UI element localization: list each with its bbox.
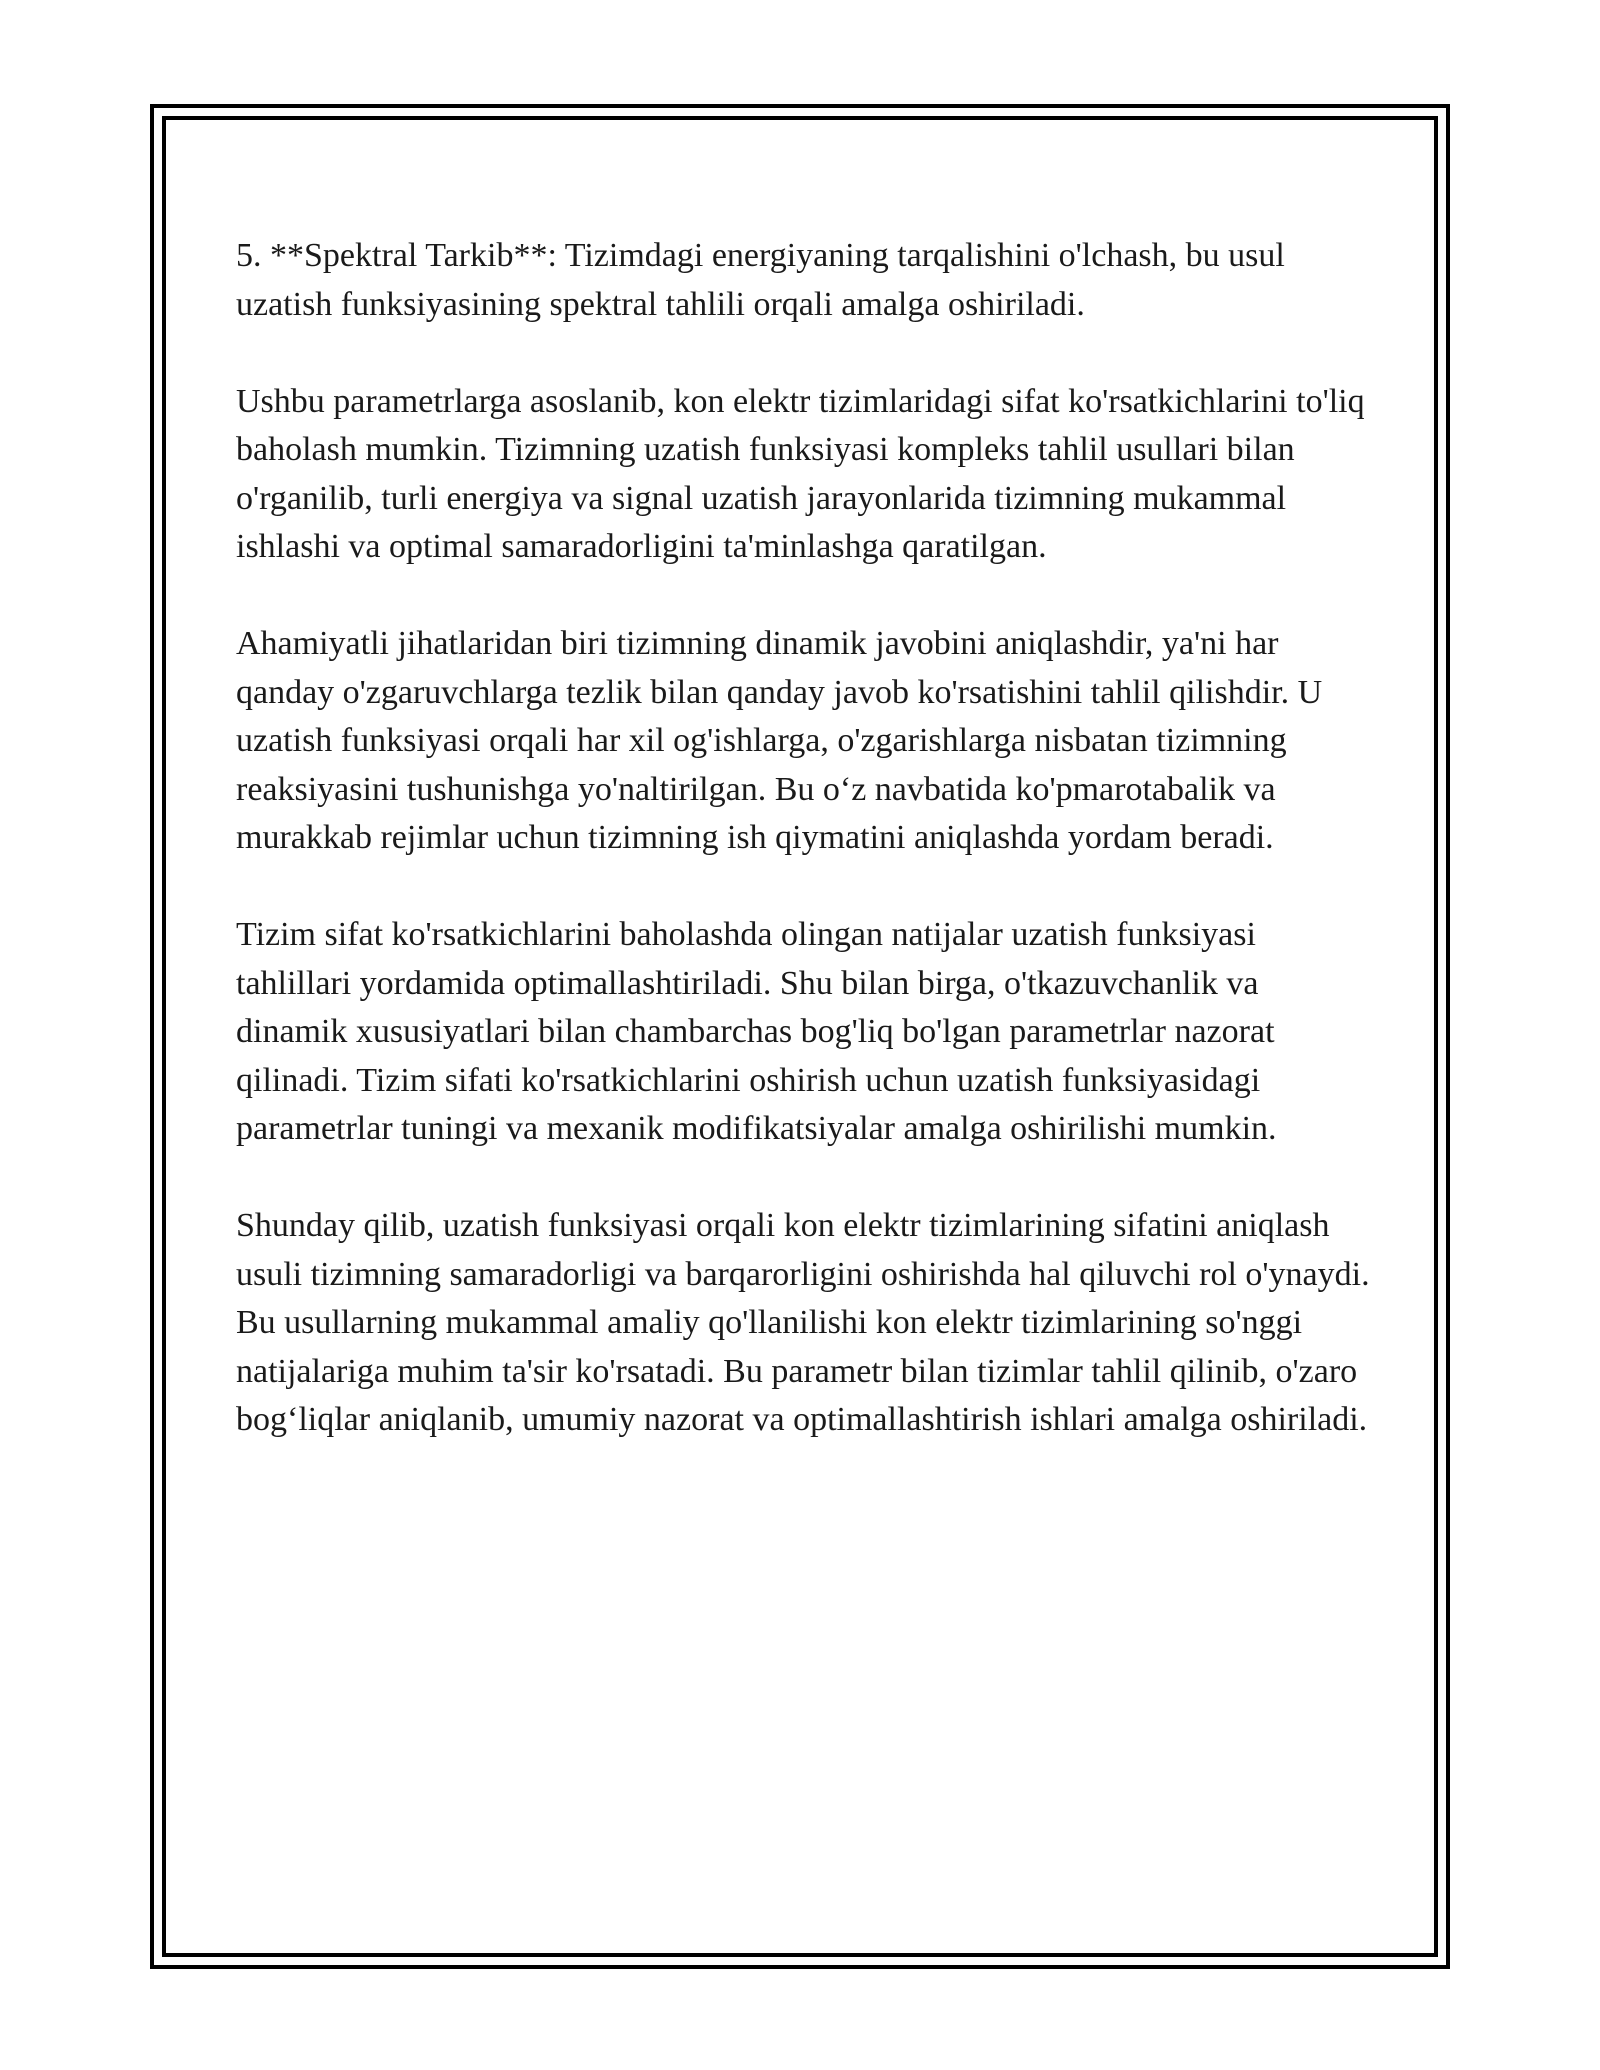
paragraph-spectral-composition: 5. **Spektral Tarkib**: Tizimdagi energiyaning tarqalishini o'lchash, bu usul uzatish funksiyasining spektral tahlili orqali amalga oshiriladi.: [236, 237, 1285, 323]
paragraph-parameters-assessment: Ushbu parametrlarga asoslanib, kon elektr tizimlaridagi sifat ko'rsatkichlarini to'liq baholash mumkin. Tizimning uzatish funksiyasi kompleks tahlil usullari bilan o'rganilib, turli energiya va signal uzatish jarayonlarida tizimning mukammal ishlashi va optimal samaradorligini ta'minlashga qaratilgan.: [236, 382, 1365, 565]
paragraph-quality-optimization: Tizim sifat ko'rsatkichlarini baholashda olingan natijalar uzatish funksiyasi tahlillari yordamida optimallashtiriladi. Shu bilan birga, o'tkazuvchanlik va dinamik xususiyatlari bilan chambarchas bog'liq bo'lgan parametrlar nazorat qilinadi. Tizim sifati ko'rsatkichlarini oshirish uchun uzatish funksiyasidagi parametrlar tuningi va mexanik modifikatsiyalar amalga oshirilishi mumkin.: [236, 916, 1277, 1147]
paragraph-conclusion: Shunday qilib, uzatish funksiyasi orqali kon elektr tizimlarining sifatini aniqlash usuli tizimning samaradorligi va barqarorligini oshirishda hal qiluvchi rol o'ynaydi. Bu usullarning mukammal amaliy qo'llanilishi kon elektr tizimlarining so'nggi natijalariga muhim ta'sir ko'rsatadi. Bu parametr bilan tizimlar tahlil qilinib, o'zaro bog‘liqlar aniqlanib, umumiy nazorat va optimallashtirish ishlari amalga oshiriladi.: [236, 1207, 1370, 1438]
paragraph-dynamic-response: Ahamiyatli jihatlaridan biri tizimning dinamik javobini aniqlashdir, ya'ni har qanday o'zgaruvchlarga tezlik bilan qanday javob ko'rsatishini tahlil qilishdir. U uzatish funksiyasi orqali har xil og'ishlarga, o'zgarishlarga nisbatan tizimning reaksiyasini tushunishga yo'naltirilgan. Bu o‘z navbatida ko'pmarotabalik va murakkab rejimlar uchun tizimning ish qiymatini aniqlashda yordam beradi.: [236, 625, 1323, 856]
document-body: [236, 232, 1376, 1493]
